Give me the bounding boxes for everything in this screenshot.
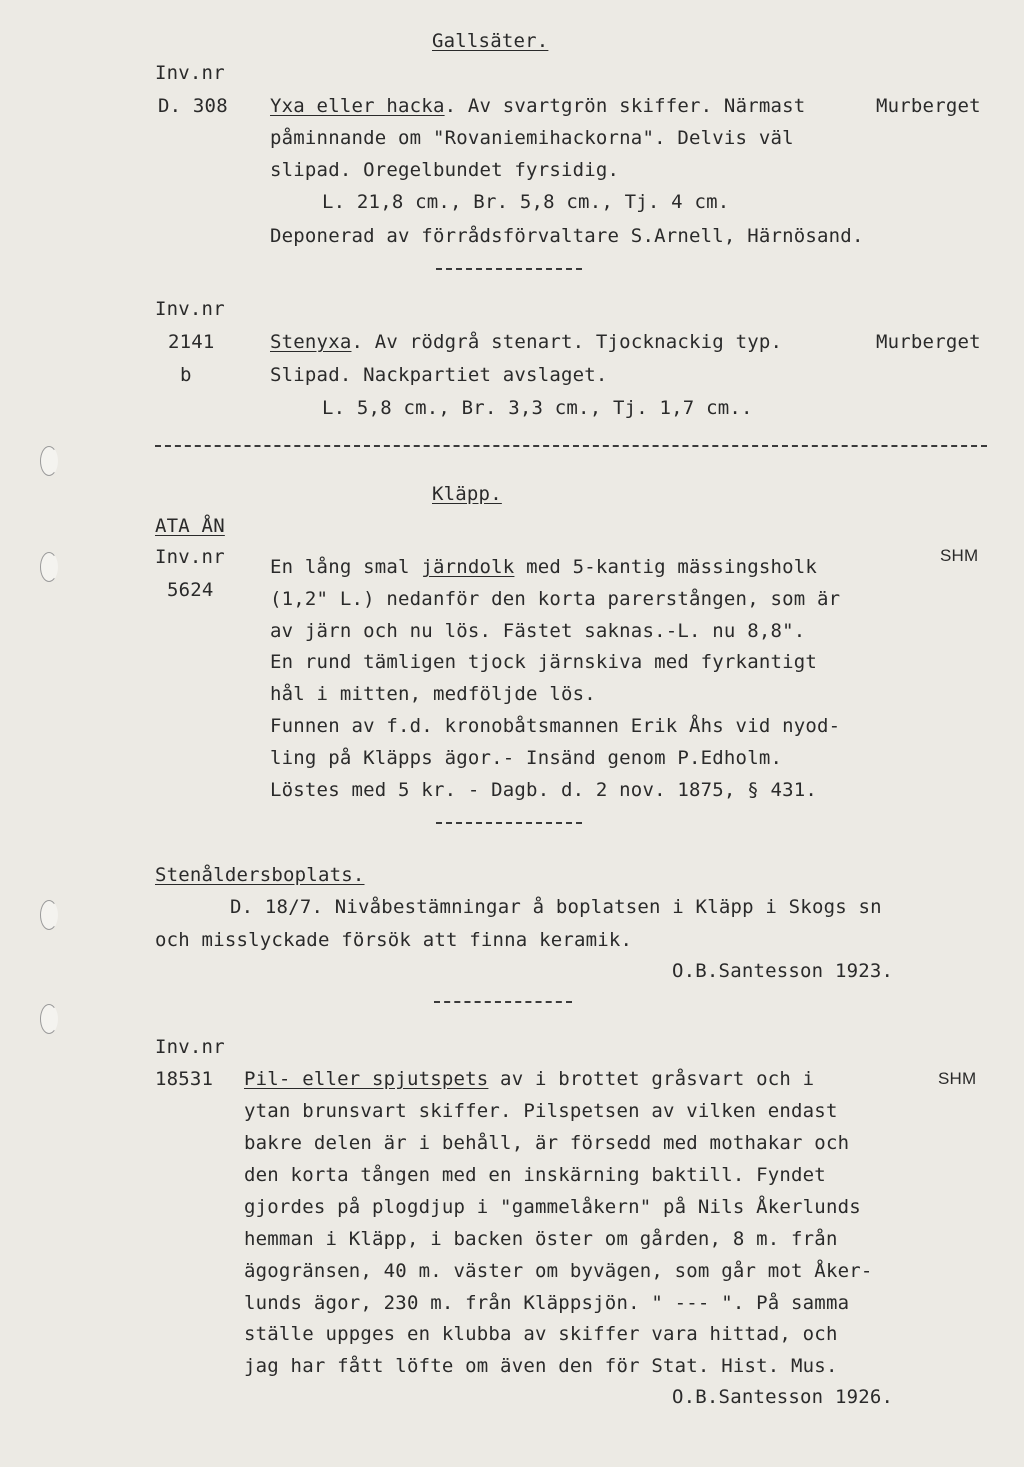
entry-text-line: hål i mitten, medföljde lös. xyxy=(270,683,596,705)
entry-text-line: Funnen av f.d. kronobåtsmannen Erik Åhs vid nyod- xyxy=(270,715,841,737)
inv-sub: b xyxy=(180,364,192,386)
inv-number: D. 308 xyxy=(158,95,228,117)
divider xyxy=(436,268,582,270)
signature: O.B.Santesson 1923. xyxy=(672,960,894,982)
inv-number: 18531 xyxy=(155,1068,214,1090)
location-label: Murberget xyxy=(876,95,981,117)
entry-text-line: Slipad. Nackpartiet avslaget. xyxy=(270,364,608,386)
entry-text-line: bakre delen är i behåll, är försedd med mothakar och xyxy=(244,1132,850,1154)
entry-title: Pil- eller spjutspets xyxy=(244,1068,489,1090)
entry-text-line xyxy=(270,556,817,578)
entry-text-line: av järn och nu lös. Fästet saknas.-L. nu 8,8". xyxy=(270,620,806,642)
binder-hole-2 xyxy=(40,552,58,582)
signature: O.B.Santesson 1926. xyxy=(672,1386,894,1408)
entry-text-line: Deponerad av förrådsförvaltare S.Arnell, Härnösand. xyxy=(270,225,864,247)
section-heading-klapp: Kläpp. xyxy=(432,483,502,505)
entry-text: En lång smal xyxy=(270,556,422,578)
entry-text-line: ägogränsen, 40 m. väster om byvägen, som går mot Åker- xyxy=(244,1260,873,1282)
entry-text-line: ling på Kläpps ägor.- Insänd genom P.Edholm. xyxy=(270,747,783,769)
entry-text: . Av rödgrå stenart. Tjocknackig typ. xyxy=(351,331,783,353)
entry-text-line: (1,2" L.) nedanför den korta parerstången, som är xyxy=(270,588,841,610)
inv-number: 5624 xyxy=(167,579,214,601)
entry-text-line: gjordes på plogdjup i "gammelåkern" på Nils Åkerlunds xyxy=(244,1196,861,1218)
divider xyxy=(436,822,582,824)
entry-text-line: ställe uppges en klubba av skiffer vara hittad, och xyxy=(244,1323,838,1345)
inv-label: Inv.nr xyxy=(155,546,225,568)
binder-hole-3 xyxy=(40,900,58,930)
location-label: SHM xyxy=(940,546,979,565)
inv-label: Inv.nr xyxy=(155,298,225,320)
entry-text-line: Löstes med 5 kr. - Dagb. d. 2 nov. 1875, § 431. xyxy=(270,779,818,801)
entry-text-line xyxy=(270,95,805,117)
entry-title: järndolk xyxy=(421,556,515,578)
entry-title: Yxa eller hacka xyxy=(270,95,445,117)
entry-text-line: hemman i Kläpp, i backen öster om gården, 8 m. från xyxy=(244,1228,838,1250)
entry-text-line: ytan brunsvart skiffer. Pilspetsen av vilken endast xyxy=(244,1100,838,1122)
entry-measurements: L. 21,8 cm., Br. 5,8 cm., Tj. 4 cm. xyxy=(322,191,730,213)
section-divider xyxy=(155,445,987,447)
binder-hole-1 xyxy=(40,446,58,476)
entry-text-line: den korta tången med en inskärning baktill. Fyndet xyxy=(244,1164,826,1186)
divider xyxy=(434,1001,572,1003)
entry-text-line: slipad. Oregelbundet fyrsidig. xyxy=(270,159,620,181)
entry-text-line xyxy=(270,331,782,353)
entry-text-line: lunds ägor, 230 m. från Kläppsjön. " --- ". På samma xyxy=(244,1292,850,1314)
entry-text-line: påminnande om "Rovaniemihackorna". Delvis väl xyxy=(270,127,794,149)
area-label: ATA ÅN xyxy=(155,515,225,537)
location-label: Murberget xyxy=(876,331,981,353)
subsection-heading: Stenåldersboplats. xyxy=(155,864,365,886)
binder-hole-4 xyxy=(40,1004,58,1034)
entry-text-line: jag har fått löfte om även den för Stat. Hist. Mus. xyxy=(244,1355,838,1377)
entry-measurements: L. 5,8 cm., Br. 3,3 cm., Tj. 1,7 cm.. xyxy=(322,397,753,419)
entry-text-line: En rund tämligen tjock järnskiva med fyrkantigt xyxy=(270,651,818,673)
entry-text: . Av svartgrön skiffer. Närmast xyxy=(444,95,806,117)
section-heading-gallsater: Gallsäter. xyxy=(432,30,549,52)
entry-text-line: D. 18/7. Nivåbestämningar å boplatsen i Kläpp i Skogs sn xyxy=(230,896,882,918)
inv-label: Inv.nr xyxy=(155,62,225,84)
inv-number: 2141 xyxy=(168,331,215,353)
inv-label: Inv.nr xyxy=(155,1036,225,1058)
entry-text-line xyxy=(244,1068,814,1090)
entry-text: av i brottet gråsvart och i xyxy=(488,1068,815,1090)
entry-text: med 5-kantig mässingsholk xyxy=(514,556,818,578)
location-label: SHM xyxy=(938,1069,977,1088)
entry-text-line: och misslyckade försök att finna keramik. xyxy=(155,929,633,951)
entry-title: Stenyxa xyxy=(270,331,352,353)
